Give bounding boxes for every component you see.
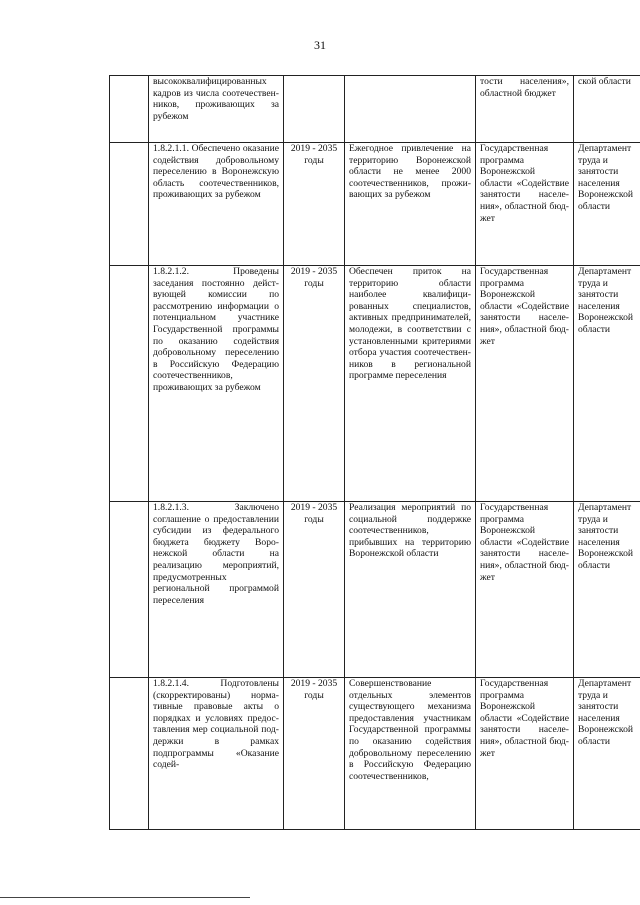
table-row xyxy=(110,678,640,830)
result-cell: Обеспечен приток на территорию области наиболее квалифицированных специалистов, активных предпринимателей, молодежи, в соответствии с установленными критериями отбора участия соотечественников в региональной программе переселения xyxy=(345,266,476,502)
footnote-divider xyxy=(0,897,250,898)
page-number: 31 xyxy=(314,38,326,52)
task-cell: 1.8.2.1.3. Заключено соглашение о предоставлении субсидии из федерального бюджета бюджету Воронежской области на реализацию мероприятий, предусмотренных региональной программой переселения xyxy=(149,502,284,678)
result-cell xyxy=(345,76,476,143)
years-cell: 2019 - 2035 годы xyxy=(284,502,345,678)
funding-source-cell: Государственная программа Воронежской области «Содействие занятости населения», областной бюджет xyxy=(476,502,574,678)
funding-source-cell: Государственная программа Воронежской области «Содействие занятости населения», областной бюджет xyxy=(476,143,574,266)
table-row xyxy=(110,266,640,502)
years-cell: 2019 - 2035 годы xyxy=(284,143,345,266)
task-cell: 1.8.2.1.1. Обеспечено оказание содействия добровольному переселению в Воронежскую область соотечественников, проживающих за рубежом xyxy=(149,143,284,266)
result-cell: Совершенствование отдельных элементов существующего механизма предоставления участникам Государственной программы по оказанию содействия добровольному переселению в Российскую Федерацию соотечественников, xyxy=(345,678,476,830)
years-cell xyxy=(284,76,345,143)
years-cell: 2019 - 2035 годы xyxy=(284,266,345,502)
task-cell: 1.8.2.1.2. Проведены заседания постоянно действующей комиссии по рассмотрению информации о потенциальном участнике Государственной программы по оказанию содействия добровольному переселению в Российскую Федерацию соотечественников, проживающих за рубежом xyxy=(149,266,284,502)
table-row xyxy=(110,143,640,266)
executor-cell: Департамент труда и занятости населения Воронежской области xyxy=(574,502,640,678)
blank-cell xyxy=(110,76,149,143)
result-cell: Ежегодное привлечение на территорию Воронежской области не менее 2000 соотечественников, проживающих за рубежом xyxy=(345,143,476,266)
years-cell: 2019 - 2035 годы xyxy=(284,678,345,830)
blank-cell xyxy=(110,502,149,678)
program-measures-table xyxy=(109,75,640,830)
funding-source-cell: Государственная программа Воронежской области «Содействие занятости населения», областной бюджет xyxy=(476,266,574,502)
funding-source-cell: тости населения», областной бюджет xyxy=(476,76,574,143)
funding-source-cell: Государственная программа Воронежской области «Содействие занятости населения», областной бюджет xyxy=(476,678,574,830)
result-cell: Реализация мероприятий по социальной поддержке соотечественников, прибывших на территорию Воронежской области xyxy=(345,502,476,678)
executor-cell: Департамент труда и занятости населения Воронежской области xyxy=(574,678,640,830)
task-cell: высококвалифицированных кадров из числа соотечественников, проживающих за рубежом xyxy=(149,76,284,143)
executor-cell: Департамент труда и занятости населения Воронежской области xyxy=(574,143,640,266)
blank-cell xyxy=(110,266,149,502)
executor-cell: ской области xyxy=(574,76,640,143)
executor-cell: Департамент труда и занятости населения Воронежской области xyxy=(574,266,640,502)
blank-cell xyxy=(110,143,149,266)
table-row xyxy=(110,502,640,678)
task-cell: 1.8.2.1.4. Подготовлены (скорректированы) нормативные правовые акты о порядках и условиях предоставления мер социальной поддержки в рамках подпрограммы «Оказание содей- xyxy=(149,678,284,830)
blank-cell xyxy=(110,678,149,830)
table-row xyxy=(110,76,640,143)
